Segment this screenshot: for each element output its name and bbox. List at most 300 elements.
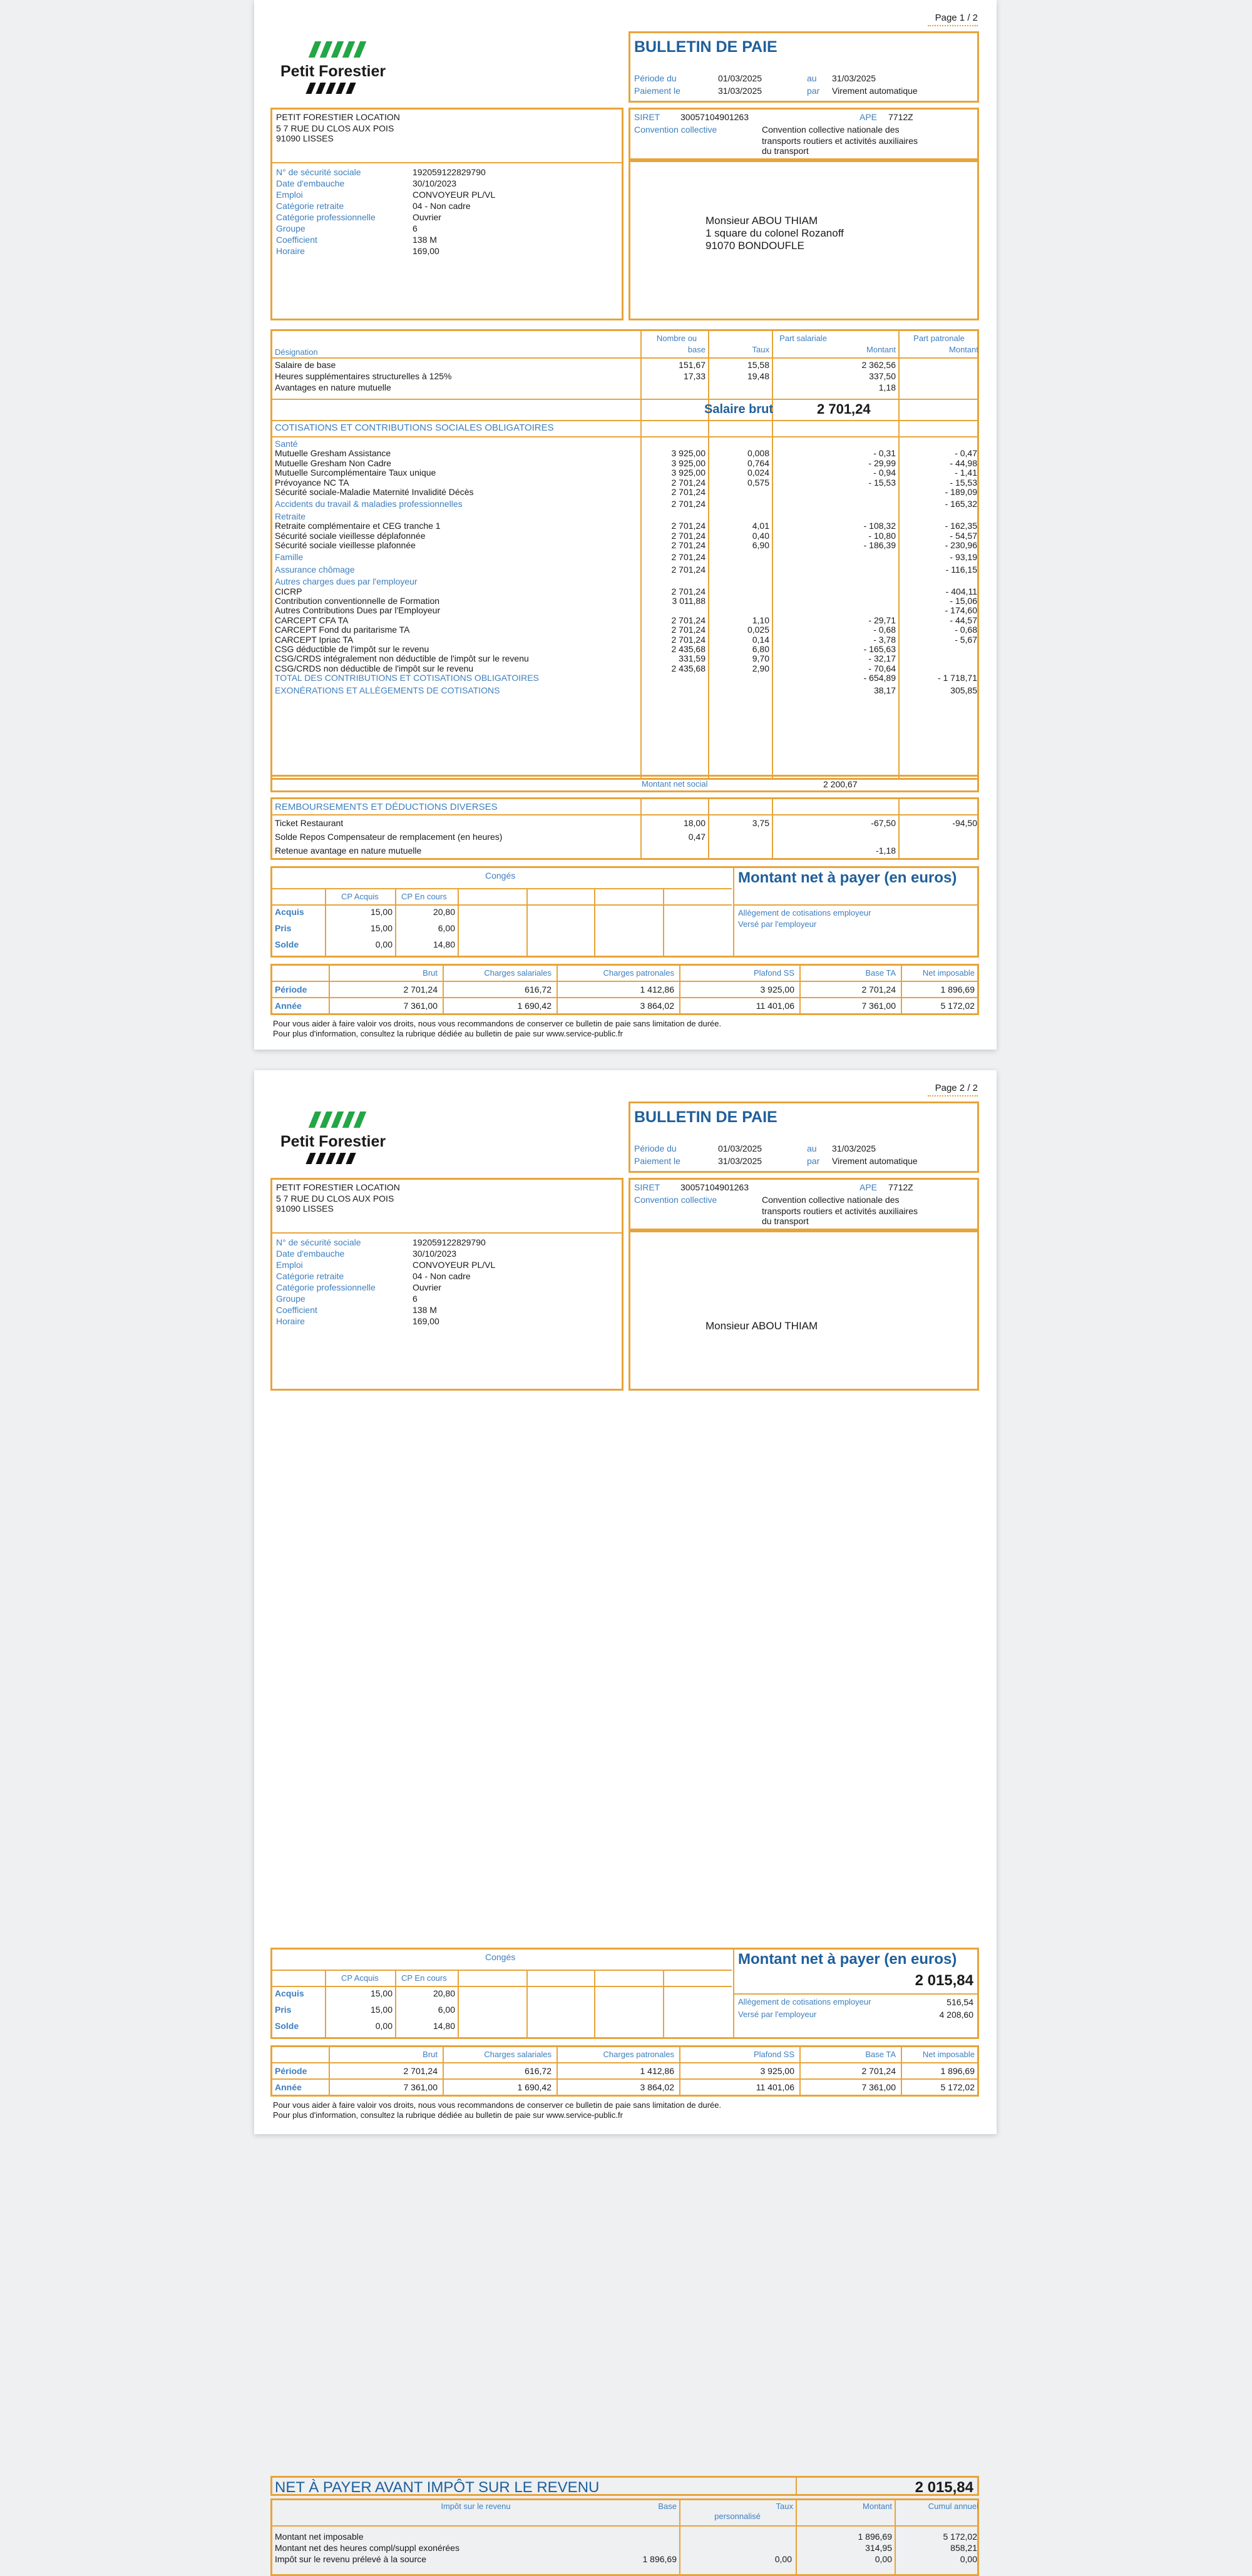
conges-row-label: Solde	[275, 939, 299, 949]
net-social-value: 2 200,67	[823, 779, 858, 789]
recap-header: Charges patronales	[603, 968, 674, 978]
periode-du: 01/03/2025	[718, 1143, 762, 1153]
cp-en-cours-header: CP En cours	[401, 892, 447, 901]
cotisation-patronale: - 0,68	[955, 625, 977, 635]
recap-header: Net imposable	[922, 968, 975, 978]
cotisation-section: Famille	[275, 552, 304, 563]
conges-title: Congés	[485, 871, 516, 881]
cotisation-patronale: - 1,41	[955, 468, 977, 478]
remb-label: Solde Repos Compensateur de remplacement (en heures)	[275, 832, 503, 842]
bulletin-title: BULLETIN DE PAIE	[634, 38, 777, 56]
recap-periode-label: Période	[275, 984, 307, 994]
footer-line-2: Pour plus d'information, consultez la rubrique dédiée au bulletin de paie sur www.service-public.fr	[273, 2110, 623, 2120]
cotisation-taux: 0,008	[747, 448, 769, 459]
footer-line-1: Pour vous aider à faire valoir vos droits, nous vous recommandons de conserver ce bulletin de paie sans limitation de durée.	[273, 1019, 722, 1028]
cotisation-patronale: - 404,11	[945, 586, 977, 596]
cotisation-label: Sécurité sociale vieillesse plafonnée	[275, 540, 416, 550]
recap-annee-value: 1 690,42	[517, 1001, 552, 1011]
ir-label: Impôt sur le revenu prélevé à la source	[275, 2554, 427, 2564]
salary-line-label: Salaire de base	[275, 360, 336, 370]
recap-header: Base TA	[865, 968, 896, 978]
cotisation-taux: 2,90	[752, 663, 769, 673]
net-avant-impot-value: 2 015,84	[915, 2479, 973, 2496]
footer-line-1: Pour vous aider à faire valoir vos droits, nous vous recommandons de conserver ce bulletin de paie sans limitation de durée.	[273, 2100, 722, 2110]
conges-row-label: Pris	[275, 923, 292, 933]
ir-cumul: 5 172,02	[943, 2532, 977, 2542]
secu-value: 192059122829790	[413, 1237, 486, 1247]
retraite-label: Catégorie retraite	[276, 201, 344, 211]
remb-salariale: -67,50	[871, 818, 896, 828]
recap-annee-value: 3 864,02	[640, 1001, 674, 1011]
cotisation-section: Santé	[275, 439, 298, 449]
ir-montant: 314,95	[865, 2543, 892, 2553]
net-avant-impot-box	[270, 2476, 979, 2496]
ir-label: Montant net des heures compl/suppl exonérées	[275, 2543, 459, 2553]
paiement-date: 31/03/2025	[718, 1156, 762, 1166]
cotisation-taux: 6,90	[752, 540, 769, 550]
cotisation-patronale: - 165,32	[945, 499, 977, 509]
emploi-value: CONVOYEUR PL/VL	[413, 190, 496, 200]
cotisation-section: Autres charges dues par l'employeur	[275, 576, 418, 587]
cotisation-patronale: - 230,96	[945, 540, 977, 550]
salary-line-montant: 337,50	[869, 371, 896, 381]
header-montant-patronal: Montant	[949, 345, 978, 354]
company-logo	[280, 1112, 393, 1168]
cotisation-patronale: - 116,15	[945, 564, 977, 575]
employer-city: 91090 LISSES	[276, 133, 334, 143]
recap-periode-value: 616,72	[525, 984, 552, 994]
company-logo	[280, 41, 393, 98]
employee-address-2: 91070 BONDOUFLE	[706, 240, 804, 252]
paiement-mode: Virement automatique	[832, 86, 918, 96]
salary-line-label: Heures supplémentaires structurelles à 125%	[275, 371, 452, 381]
recap-periode-value: 1 412,86	[640, 984, 674, 994]
groupe-value: 6	[413, 1294, 418, 1304]
secu-label: N° de sécurité sociale	[276, 167, 361, 177]
retraite-label: Catégorie retraite	[276, 1271, 344, 1281]
employer-city: 91090 LISSES	[276, 1204, 334, 1214]
employer-name: PETIT FORESTIER LOCATION	[276, 1182, 400, 1192]
payslip-lines-table	[270, 329, 979, 780]
employee-name: Monsieur ABOU THIAM	[706, 1320, 818, 1332]
recap-periode-value: 2 701,24	[403, 984, 438, 994]
cotisation-patronale: - 54,57	[950, 530, 977, 541]
net-pay-value: 2 015,84	[915, 1972, 973, 1989]
siret-label: SIRET	[634, 112, 660, 122]
cotisation-taux: 4,01	[752, 521, 769, 531]
header-ir-taux: Taux	[776, 2502, 793, 2511]
horaire-value: 169,00	[413, 246, 439, 256]
verse-label: Versé par l'employeur	[738, 2010, 817, 2019]
cotisation-patronale: - 174,60	[945, 605, 977, 616]
cotisation-label: Mutuelle Gresham Non Cadre	[275, 457, 391, 468]
header-part-salariale: Part salariale	[779, 334, 827, 343]
cotisation-base: 2 701,24	[671, 625, 706, 635]
ape-value: 7712Z	[888, 1182, 913, 1192]
coef-value: 138 M	[413, 235, 437, 245]
ir-montant: 0,00	[875, 2554, 892, 2564]
cotisation-salariale: 38,17	[873, 685, 896, 696]
groupe-value: 6	[413, 223, 418, 233]
ape-label: APE	[859, 112, 878, 122]
remb-base: 18,00	[683, 818, 706, 828]
cotisation-patronale: - 0,47	[955, 448, 977, 459]
recap-header: Plafond SS	[753, 2050, 794, 2059]
cotisation-base: 2 701,24	[671, 499, 706, 509]
paiement-label: Paiement le	[634, 1156, 680, 1166]
net-pay-title: Montant net à payer (en euros)	[738, 869, 957, 886]
par-label: par	[807, 1156, 820, 1166]
cotisation-patronale: 305,85	[950, 685, 977, 696]
periode-au: 31/03/2025	[832, 73, 876, 83]
recap-periode-label: Période	[275, 2066, 307, 2076]
cotisation-salariale: - 3,78	[873, 634, 896, 645]
header-ir-cumul: Cumul annuel	[928, 2502, 978, 2511]
cotisation-base: 2 701,24	[671, 540, 706, 550]
siret-box	[629, 108, 979, 160]
cotisation-label: CSG déductible de l'impôt sur le revenu	[275, 644, 429, 654]
cotisation-taux: 0,764	[747, 457, 769, 468]
cotisation-salariale: - 29,99	[868, 457, 896, 468]
paiement-mode: Virement automatique	[832, 1156, 918, 1166]
embauche-value: 30/10/2023	[413, 1249, 457, 1259]
emploi-label: Emploi	[276, 190, 303, 200]
ape-value: 7712Z	[888, 112, 913, 122]
cotisation-base: 331,59	[679, 653, 706, 664]
payslip-page-2	[254, 1070, 997, 2564]
recap-annee-value: 11 401,06	[756, 2082, 794, 2092]
allegement-value: 516,54	[947, 1997, 973, 2007]
cp-en-cours-header: CP En cours	[401, 1973, 447, 1983]
conges-acquis: 0,00	[375, 939, 393, 949]
remb-base: 0,47	[688, 832, 706, 842]
header-designation: Désignation	[275, 347, 318, 357]
au-label: au	[807, 1143, 817, 1153]
header-taux: Taux	[752, 345, 769, 354]
header-nombre: Nombre ou	[656, 334, 697, 343]
cotisation-label: CARCEPT CFA TA	[275, 615, 349, 625]
recap-header: Base TA	[865, 2050, 896, 2059]
cotisation-salariale: - 29,71	[868, 615, 896, 625]
cotisation-patronale: - 189,09	[945, 487, 977, 497]
recap-annee-label: Année	[275, 1001, 302, 1011]
convention-line-3: du transport	[762, 1216, 809, 1226]
cotisation-base: 2 701,24	[671, 564, 706, 575]
salary-line-montant: 2 362,56	[861, 360, 896, 370]
conges-en-cours: 20,80	[433, 907, 455, 917]
allegement-label: Allègement de cotisations employeur	[738, 1997, 871, 2006]
cotisation-base: 3 925,00	[671, 468, 706, 478]
net-social-box	[270, 775, 979, 792]
remb-label: Retenue avantage en nature mutuelle	[275, 846, 422, 856]
net-social-label: Montant net social	[642, 779, 708, 789]
cotisation-taux: 0,14	[752, 634, 769, 645]
cotisation-base: 2 701,24	[671, 634, 706, 645]
employee-address-box	[629, 160, 979, 320]
conges-en-cours: 20,80	[433, 1988, 455, 1998]
cotisation-salariale: - 0,31	[873, 448, 896, 459]
horaire-label: Horaire	[276, 246, 305, 256]
page-mark	[928, 25, 978, 28]
header-part-patronale: Part patronale	[913, 334, 965, 343]
remboursements-box	[270, 797, 979, 860]
recap-periode-value: 1 896,69	[940, 984, 975, 994]
conges-acquis: 15,00	[370, 907, 393, 917]
remb-salariale: -1,18	[876, 846, 896, 856]
conges-row-label: Solde	[275, 2021, 299, 2031]
cotisation-label: Mutuelle Gresham Assistance	[275, 448, 391, 459]
cotisation-base: 2 701,24	[671, 487, 706, 497]
net-avant-impot-label: NET À PAYER AVANT IMPÔT SUR LE REVENU	[275, 2479, 600, 2496]
cotisation-label: Contribution conventionnelle de Formation	[275, 596, 440, 606]
allegement-label: Allègement de cotisations employeur	[738, 908, 871, 917]
cotisation-base: 3 925,00	[671, 457, 706, 468]
employee-address-box	[629, 1230, 979, 1391]
convention-label: Convention collective	[634, 125, 717, 135]
siret-value: 30057104901263	[680, 112, 749, 122]
cotisation-patronale: - 1 718,71	[937, 673, 977, 683]
recap-annee-value: 7 361,00	[403, 1001, 438, 1011]
cotisation-base: 2 701,24	[671, 552, 706, 563]
recap-periode-value: 3 925,00	[760, 984, 794, 994]
au-label: au	[807, 73, 817, 83]
convention-line-1: Convention collective nationale des	[762, 1195, 900, 1205]
cotisation-label: Mutuelle Surcomplémentaire Taux unique	[275, 468, 436, 478]
footer-line-2: Pour plus d'information, consultez la rubrique dédiée au bulletin de paie sur www.service-public.fr	[273, 1029, 623, 1038]
employer-employee-box	[270, 108, 623, 320]
page-number: Page 2 / 2	[935, 1083, 978, 1093]
header-base: base	[687, 345, 706, 354]
salary-line-base: 151,67	[679, 360, 706, 370]
salary-line-base: 17,33	[683, 371, 706, 381]
cotisation-salariale: - 654,89	[863, 673, 896, 683]
remboursements-title: REMBOURSEMENTS ET DÉDUCTIONS DIVERSES	[275, 802, 498, 812]
convention-line-2: transports routiers et activités auxiliaires	[762, 136, 918, 146]
periode-du: 01/03/2025	[718, 73, 762, 83]
cotisation-patronale: - 93,19	[950, 552, 977, 563]
cotisation-patronale: - 5,67	[955, 634, 977, 645]
employer-employee-box	[270, 1178, 623, 1391]
recap-periode-value: 616,72	[525, 2066, 552, 2076]
bulletin-title: BULLETIN DE PAIE	[634, 1108, 777, 1126]
ir-montant: 1 896,69	[858, 2532, 892, 2542]
ir-taux: 0,00	[774, 2554, 792, 2564]
employer-street: 5 7 RUE DU CLOS AUX POIS	[276, 1193, 394, 1204]
employee-address-1: 1 square du colonel Rozanoff	[706, 227, 844, 239]
cotisation-label: CICRP	[275, 586, 302, 596]
cotisation-section: TOTAL DES CONTRIBUTIONS ET COTISATIONS OBLIGATOIRES	[275, 673, 539, 683]
recap-header: Charges salariales	[484, 968, 552, 978]
recap-periode-value: 2 701,24	[861, 2066, 896, 2076]
ir-base: 1 896,69	[642, 2554, 677, 2564]
conges-netpay-box	[270, 866, 979, 958]
retraite-value: 04 - Non cadre	[413, 201, 471, 211]
cotisation-base: 3 011,88	[672, 596, 706, 606]
ape-label: APE	[859, 1182, 878, 1192]
cotisation-section: Assurance chômage	[275, 564, 355, 575]
emploi-label: Emploi	[276, 1260, 303, 1270]
cotisation-label: Retraite complémentaire et CEG tranche 1	[275, 521, 441, 531]
remb-patronale: -94,50	[952, 818, 977, 828]
convention-line-2: transports routiers et activités auxiliaires	[762, 1206, 918, 1216]
conges-acquis: 15,00	[370, 2005, 393, 2015]
paiement-label: Paiement le	[634, 86, 680, 96]
header-impot: Impôt sur le revenu	[441, 2502, 511, 2511]
recap-header: Brut	[423, 2050, 438, 2059]
periode-label: Période du	[634, 1143, 677, 1153]
cotisation-base: 2 701,24	[671, 521, 706, 531]
recap-annee-label: Année	[275, 2082, 302, 2092]
cotisation-base: 2 435,68	[671, 663, 706, 673]
cotisation-salariale: - 32,17	[868, 653, 896, 664]
convention-line-1: Convention collective nationale des	[762, 125, 900, 135]
periode-label: Période du	[634, 73, 677, 83]
cotisation-taux: 0,024	[747, 468, 769, 478]
conges-acquis: 0,00	[375, 2021, 393, 2031]
groupe-label: Groupe	[276, 223, 305, 233]
cotisation-base: 2 701,24	[671, 615, 706, 625]
header-ir-base: Base	[658, 2502, 677, 2511]
cotisation-taux: 1,10	[752, 615, 769, 625]
cotisations-title: COTISATIONS ET CONTRIBUTIONS SOCIALES OBLIGATOIRES	[275, 422, 554, 433]
conges-en-cours: 6,00	[438, 2005, 455, 2015]
bulletin-header	[629, 1101, 979, 1173]
cat-label: Catégorie professionnelle	[276, 1282, 376, 1292]
ir-cumul: 0,00	[960, 2554, 977, 2564]
cotisation-taux: 0,40	[752, 530, 769, 541]
recap-periode-value: 2 701,24	[861, 984, 896, 994]
cotisation-label: Sécurité sociale-Maladie Maternité Invalidité Décès	[275, 487, 474, 497]
cotisation-patronale: - 162,35	[945, 521, 977, 531]
page-number: Page 1 / 2	[935, 13, 978, 23]
recap-annee-value: 11 401,06	[756, 1001, 794, 1011]
secu-label: N° de sécurité sociale	[276, 1237, 361, 1247]
conges-row-label: Pris	[275, 2005, 292, 2015]
recap-annee-value: 1 690,42	[517, 2082, 552, 2092]
secu-value: 192059122829790	[413, 167, 486, 177]
recap-header: Charges salariales	[484, 2050, 552, 2059]
conges-en-cours: 6,00	[438, 923, 455, 933]
cotisation-patronale: - 44,57	[950, 615, 977, 625]
cotisation-label: CSG/CRDS non déductible de l'impôt sur le revenu	[275, 663, 474, 673]
cotisation-taux: 9,70	[752, 653, 769, 664]
cp-acquis-header: CP Acquis	[341, 1973, 379, 1983]
header-ir-montant: Montant	[863, 2502, 892, 2511]
net-pay-title: Montant net à payer (en euros)	[738, 1951, 957, 1968]
logo-text: Petit Forestier	[280, 1133, 386, 1150]
cotisation-section: EXONÉRATIONS ET ALLÈGEMENTS DE COTISATIONS	[275, 685, 500, 696]
salary-line-label: Avantages en nature mutuelle	[275, 382, 391, 392]
remb-label: Ticket Restaurant	[275, 818, 344, 828]
cotisation-section: Retraite	[275, 511, 306, 521]
salaire-brut-value: 2 701,24	[817, 401, 871, 417]
cotisation-base: 2 701,24	[671, 477, 706, 488]
header-ir-taux-perso: personnalisé	[714, 2512, 761, 2521]
cotisation-base: 2 435,68	[671, 644, 706, 654]
recap-box-2	[270, 2045, 979, 2097]
cotisation-base: 3 925,00	[671, 448, 706, 459]
conges-acquis: 15,00	[370, 1988, 393, 1998]
page-mark	[928, 1095, 978, 1098]
cotisation-label: CARCEPT Fond du paritarisme TA	[275, 625, 410, 635]
cotisation-salariale: - 186,39	[863, 540, 896, 550]
logo-text: Petit Forestier	[280, 63, 386, 80]
recap-annee-value: 5 172,02	[940, 1001, 975, 1011]
cotisation-label: Sécurité sociale vieillesse déplafonnée	[275, 530, 426, 541]
recap-periode-value: 3 925,00	[760, 2066, 794, 2076]
siret-label: SIRET	[634, 1182, 660, 1192]
ir-cumul: 858,21	[950, 2543, 977, 2553]
cotisation-salariale: - 0,94	[873, 468, 896, 478]
salaire-brut-label: Salaire brut	[704, 402, 774, 416]
paiement-date: 31/03/2025	[718, 86, 762, 96]
embauche-value: 30/10/2023	[413, 178, 457, 188]
cotisation-salariale: - 165,63	[863, 644, 896, 654]
recap-annee-value: 7 361,00	[403, 2082, 438, 2092]
verse-label: Versé par l'employeur	[738, 919, 817, 929]
coef-value: 138 M	[413, 1305, 437, 1315]
par-label: par	[807, 86, 820, 96]
retraite-value: 04 - Non cadre	[413, 1271, 471, 1281]
cotisation-patronale: - 15,06	[950, 596, 977, 606]
cotisation-salariale: - 10,80	[868, 530, 896, 541]
cotisation-taux: 0,575	[747, 477, 769, 488]
cat-value: Ouvrier	[413, 1282, 441, 1292]
employer-name: PETIT FORESTIER LOCATION	[276, 112, 400, 122]
recap-annee-value: 5 172,02	[940, 2082, 975, 2092]
cotisation-patronale: - 15,53	[950, 477, 977, 488]
cotisation-label: CSG/CRDS intégralement non déductible de l'impôt sur le revenu	[275, 653, 529, 664]
recap-annee-value: 7 361,00	[861, 2082, 896, 2092]
recap-periode-value: 1 896,69	[940, 2066, 975, 2076]
cotisation-label: Prévoyance NC TA	[275, 477, 349, 488]
cotisation-salariale: - 70,64	[868, 663, 896, 673]
conges-row-label: Acquis	[275, 1988, 304, 1998]
cotisation-taux: 6,80	[752, 644, 769, 654]
bulletin-header	[629, 31, 979, 103]
recap-periode-value: 1 412,86	[640, 2066, 674, 2076]
periode-au: 31/03/2025	[832, 1143, 876, 1153]
embauche-label: Date d'embauche	[276, 1249, 345, 1259]
emploi-value: CONVOYEUR PL/VL	[413, 1260, 496, 1270]
cp-acquis-header: CP Acquis	[341, 892, 379, 901]
recap-header: Charges patronales	[603, 2050, 674, 2059]
conges-acquis: 15,00	[370, 923, 393, 933]
recap-box-1	[270, 964, 979, 1015]
cotisation-section: Accidents du travail & maladies professionnelles	[275, 499, 463, 509]
recap-annee-value: 7 361,00	[861, 1001, 896, 1011]
salary-line-taux: 19,48	[747, 371, 769, 381]
cotisation-patronale: - 44,98	[950, 457, 977, 468]
embauche-label: Date d'embauche	[276, 178, 345, 188]
cotisation-salariale: - 108,32	[863, 521, 896, 531]
header-montant: Montant	[866, 345, 896, 354]
conges-en-cours: 14,80	[433, 939, 455, 949]
recap-header: Net imposable	[922, 2050, 975, 2059]
horaire-label: Horaire	[276, 1316, 305, 1326]
conges-netpay-box	[270, 1948, 979, 2039]
coef-label: Coefficient	[276, 1305, 317, 1315]
coef-label: Coefficient	[276, 235, 317, 245]
groupe-label: Groupe	[276, 1294, 305, 1304]
employer-street: 5 7 RUE DU CLOS AUX POIS	[276, 123, 394, 133]
cat-label: Catégorie professionnelle	[276, 212, 376, 222]
payslip-page-1	[254, 0, 997, 1050]
cotisation-taux: 0,025	[747, 625, 769, 635]
cotisation-label: CARCEPT Ipriac TA	[275, 634, 354, 645]
convention-line-3: du transport	[762, 146, 809, 156]
salary-line-taux: 15,58	[747, 360, 769, 370]
